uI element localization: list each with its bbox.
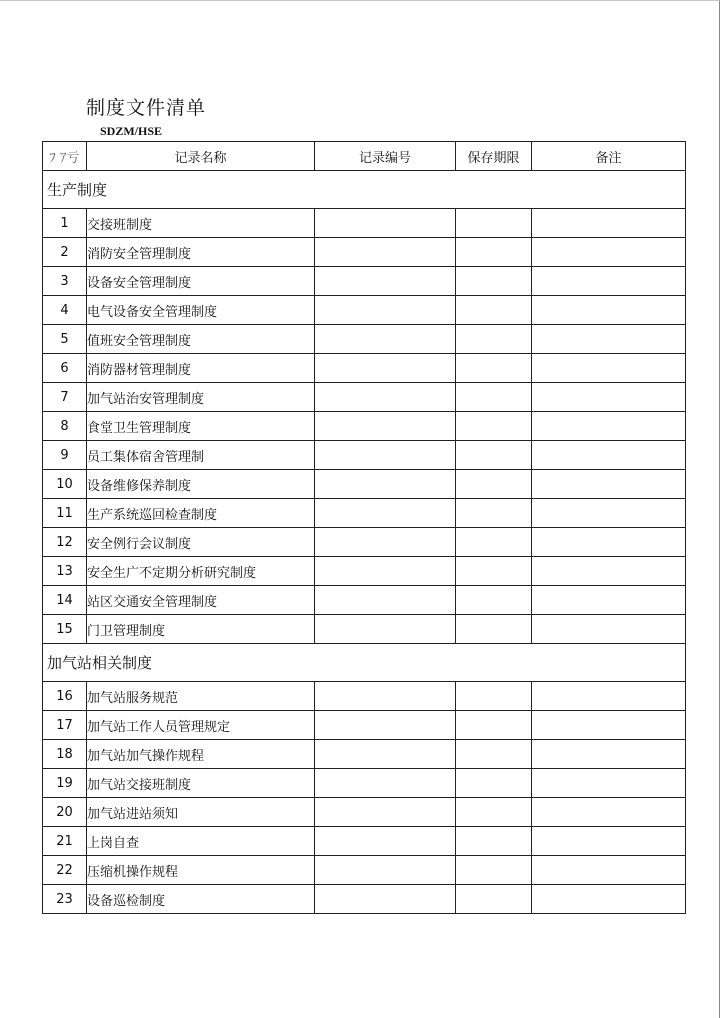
table-row [43, 769, 686, 798]
table-row [43, 209, 686, 238]
retention-cell [456, 499, 532, 528]
retention-cell [456, 412, 532, 441]
remarks-cell [532, 557, 686, 586]
row-number: 23 [43, 885, 87, 914]
record-number-cell [315, 412, 456, 441]
table-row [43, 682, 686, 711]
remarks-cell [532, 470, 686, 499]
record-name-cell: 生产系统巡回检查制度 [87, 499, 315, 528]
row-number: 9 [43, 441, 87, 470]
record-list-table [42, 141, 686, 914]
table-row [43, 470, 686, 499]
record-number-cell [315, 711, 456, 740]
row-number: 4 [43, 296, 87, 325]
remarks-cell [532, 769, 686, 798]
record-number-cell [315, 267, 456, 296]
retention-cell [456, 470, 532, 499]
row-number: 22 [43, 856, 87, 885]
retention-cell [456, 615, 532, 644]
record-number-cell [315, 885, 456, 914]
table-row [43, 325, 686, 354]
document-title: 制度文件清单 [86, 97, 207, 119]
record-name-cell: 设备安全管理制度 [87, 267, 315, 296]
table-row [43, 528, 686, 557]
retention-cell [456, 682, 532, 711]
row-number: 11 [43, 499, 87, 528]
remarks-cell [532, 383, 686, 412]
retention-cell [456, 354, 532, 383]
retention-cell [456, 769, 532, 798]
table-row [43, 798, 686, 827]
record-name-cell: 值班安全管理制度 [87, 325, 315, 354]
row-number: 15 [43, 615, 87, 644]
record-number-cell [315, 209, 456, 238]
row-number: 7 [43, 383, 87, 412]
remarks-cell [532, 441, 686, 470]
retention-cell [456, 586, 532, 615]
record-name-cell: 加气站服务规范 [87, 682, 315, 711]
header-row [43, 142, 686, 171]
row-number: 16 [43, 682, 87, 711]
record-number-cell [315, 383, 456, 412]
record-number-cell [315, 325, 456, 354]
record-name-cell: 员工集体宿舍管理制 [87, 441, 315, 470]
remarks-cell [532, 296, 686, 325]
header-no: ﾌ ｱ亏 [43, 142, 87, 171]
record-name-cell: 加气站工作人员管理规定 [87, 711, 315, 740]
remarks-cell [532, 711, 686, 740]
table-row [43, 354, 686, 383]
record-number-cell [315, 528, 456, 557]
remarks-cell [532, 827, 686, 856]
table-row [43, 740, 686, 769]
record-name-cell: 消防安全管理制度 [87, 238, 315, 267]
retention-cell [456, 711, 532, 740]
record-name-cell: 上岗自查 [87, 827, 315, 856]
header-name: 记录名称 [87, 142, 315, 171]
retention-cell [456, 557, 532, 586]
retention-cell [456, 267, 532, 296]
retention-cell [456, 238, 532, 267]
record-name-cell: 电气设备安全管理制度 [87, 296, 315, 325]
section-row [43, 171, 686, 209]
retention-cell [456, 827, 532, 856]
row-number: 2 [43, 238, 87, 267]
record-name-cell: 交接班制度 [87, 209, 315, 238]
section-title: 加气站相关制度 [43, 644, 686, 682]
retention-cell [456, 383, 532, 412]
table-row [43, 615, 686, 644]
row-number: 21 [43, 827, 87, 856]
row-number: 6 [43, 354, 87, 383]
section-row [43, 644, 686, 682]
table-row [43, 441, 686, 470]
retention-cell [456, 740, 532, 769]
retention-cell [456, 209, 532, 238]
record-name-cell: 加气站加气操作规程 [87, 740, 315, 769]
remarks-cell [532, 885, 686, 914]
row-number: 5 [43, 325, 87, 354]
row-number: 18 [43, 740, 87, 769]
retention-cell [456, 296, 532, 325]
record-name-cell: 安全例行会议制度 [87, 528, 315, 557]
table-row [43, 238, 686, 267]
remarks-cell [532, 615, 686, 644]
record-number-cell [315, 238, 456, 267]
remarks-cell [532, 740, 686, 769]
row-number: 3 [43, 267, 87, 296]
table-row [43, 296, 686, 325]
retention-cell [456, 856, 532, 885]
section-title: 生产制度 [43, 171, 686, 209]
record-number-cell [315, 798, 456, 827]
record-number-cell [315, 296, 456, 325]
remarks-cell [532, 267, 686, 296]
record-name-cell: 加气站交接班制度 [87, 769, 315, 798]
remarks-cell [532, 238, 686, 267]
record-name-cell: 食堂卫生管理制度 [87, 412, 315, 441]
row-number: 17 [43, 711, 87, 740]
record-name-cell: 站区交通安全管理制度 [87, 586, 315, 615]
record-number-cell [315, 499, 456, 528]
table-row [43, 885, 686, 914]
remarks-cell [532, 499, 686, 528]
row-number: 19 [43, 769, 87, 798]
record-number-cell [315, 856, 456, 885]
row-number: 10 [43, 470, 87, 499]
table-row [43, 383, 686, 412]
row-number: 20 [43, 798, 87, 827]
retention-cell [456, 528, 532, 557]
remarks-cell [532, 325, 686, 354]
remarks-cell [532, 798, 686, 827]
row-number: 12 [43, 528, 87, 557]
record-name-cell: 压缩机操作规程 [87, 856, 315, 885]
remarks-cell [532, 209, 686, 238]
record-number-cell [315, 470, 456, 499]
table-row [43, 711, 686, 740]
record-number-cell [315, 682, 456, 711]
table-body [43, 171, 686, 914]
record-name-cell: 设备巡检制度 [87, 885, 315, 914]
table-row [43, 586, 686, 615]
remarks-cell [532, 856, 686, 885]
retention-cell [456, 325, 532, 354]
remarks-cell [532, 528, 686, 557]
retention-cell [456, 441, 532, 470]
header-retention: 保存期限 [456, 142, 532, 171]
record-number-cell [315, 827, 456, 856]
table-row [43, 267, 686, 296]
record-number-cell [315, 615, 456, 644]
remarks-cell [532, 682, 686, 711]
remarks-cell [532, 412, 686, 441]
table-row [43, 557, 686, 586]
remarks-cell [532, 354, 686, 383]
retention-cell [456, 885, 532, 914]
record-name-cell: 门卫管理制度 [87, 615, 315, 644]
retention-cell [456, 798, 532, 827]
row-number: 1 [43, 209, 87, 238]
remarks-cell [532, 586, 686, 615]
record-number-cell [315, 769, 456, 798]
record-number-cell [315, 441, 456, 470]
table-row [43, 827, 686, 856]
record-number-cell [315, 740, 456, 769]
row-number: 13 [43, 557, 87, 586]
record-number-cell [315, 354, 456, 383]
row-number: 14 [43, 586, 87, 615]
record-name-cell: 加气站进站须知 [87, 798, 315, 827]
table-row [43, 856, 686, 885]
record-number-cell [315, 586, 456, 615]
record-name-cell: 加气站治安管理制度 [87, 383, 315, 412]
record-name-cell: 消防器材管理制度 [87, 354, 315, 383]
table-row [43, 499, 686, 528]
record-name-cell: 安全生广不定期分析研究制度 [87, 557, 315, 586]
row-number: 8 [43, 412, 87, 441]
document-code: SDZM/HSE [100, 124, 163, 138]
record-number-cell [315, 557, 456, 586]
record-name-cell: 设备维修保养制度 [87, 470, 315, 499]
header-remarks: 备注 [532, 142, 686, 171]
header-record-no: 记录编号 [315, 142, 456, 171]
table-row [43, 412, 686, 441]
